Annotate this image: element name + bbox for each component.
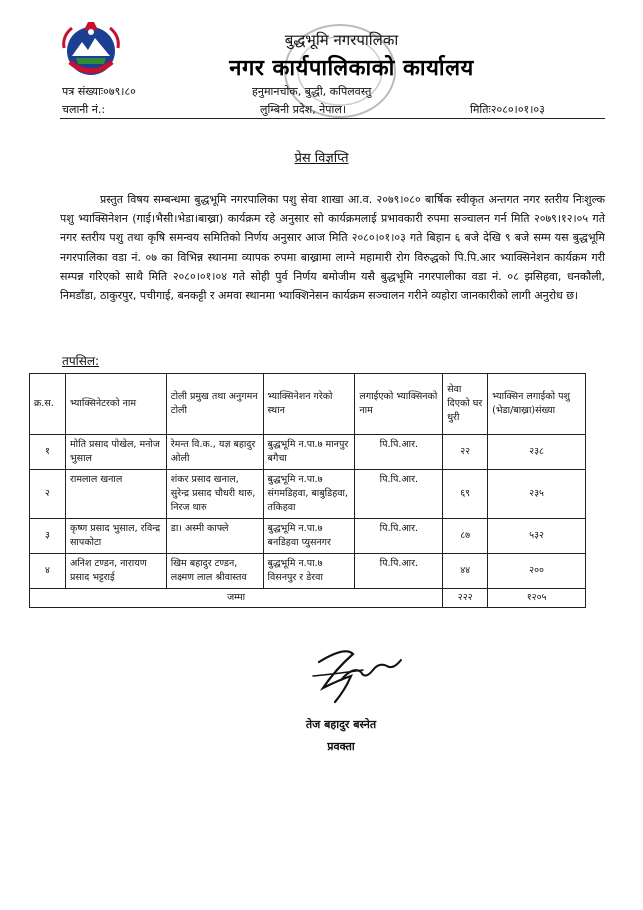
dispatch-number: चलानी नं.:: [62, 103, 106, 116]
animals-cell: ५३२: [488, 519, 586, 554]
serial-cell: २: [30, 470, 66, 519]
households-cell: ६९: [443, 470, 488, 519]
signature: [305, 640, 405, 710]
table-row: [30, 435, 586, 470]
animals-cell: २३८: [488, 435, 586, 470]
serial-cell: ४: [30, 554, 66, 589]
households-cell: ४४: [443, 554, 488, 589]
press-release-body: प्रस्तुत विषय सम्बन्धमा बुद्धभूमि नगरपालिका पशु सेवा शाखा आ.व. २०७९।०८० बार्षिक स्वीकृत अन्तगत नगर स्तरीय निःशुल्क पशु भ्याक्सिनेशन (गाई।भैसी।भेडा।बाख्रा) कार्यक्रम रहे अनुसार सो कार्यक्रमलाई प्रभावकारी रुपमा सञ्चालन गर्न मिति २०७९।१२।०५ गते नगर स्तरीय पशु तथा कृषि समन्वय समितिको निर्णय अनुसार आज मिति २०८०।०१।०३ गते बिहान ६ बजे देखि ९ बजे सम्म यस बुद्धभूमि नगरपालिका वडा नं. ०७ का विभिन्न स्थानमा व्यापक रुपमा बाख्रामा लाग्ने महामारी रोग विरुद्धको पि.पि.आर भ्याक्सिनेशन कार्यक्रम गरी सम्पन्न गरिएको साथै मिति २०८०।०१।०४ गते सोही पुर्व निर्णय बमोजीम यसै बुद्धभूमि नगरपालीका वडा नं. ०८ झसिहवा, धनकौली, निमडाँडा, ठाकुरपुर, पचीगाई, बनकट्टी र अमवा स्थानमा भ्याक्शिनेसन कार्यक्रम सञ्चालन गरीने व्यहोरा जानकारीको लागी अनुरोध छ।: [60, 193, 605, 303]
table-total-row: [30, 589, 586, 608]
municipality-name: बुद्धभूमि नगरपालिका: [284, 31, 399, 49]
team-cell: रेमन्त वि.क., यज्ञ बहादुर ओली: [166, 435, 263, 470]
serial-cell: १: [30, 435, 66, 470]
place-cell: बुद्धभूमि न.पा.७ विसनपुर र डेरवा: [263, 554, 355, 589]
total-animals-cell: १२०५: [488, 589, 586, 608]
signer-block: [276, 714, 406, 758]
team-cell: खिम बहादुर टण्डन, लक्ष्मण लाल श्रीवास्तव: [166, 554, 263, 589]
header-cell: भ्याक्सिन लगाईको पशु (भेडा/बाख्रा)संख्या: [488, 374, 586, 435]
document-title-text: प्रेस विज्ञप्ति: [294, 151, 349, 166]
details-label: तपसिल:: [62, 354, 100, 368]
vaccination-table: [29, 373, 586, 608]
table-row: [30, 470, 586, 519]
vaccinator-cell: रामलाल खनाल: [65, 470, 166, 519]
header-cell: लगाईएको भ्याक्सिनको नाम: [355, 374, 443, 435]
households-cell: २२: [443, 435, 488, 470]
households-cell: ८७: [443, 519, 488, 554]
header-cell: भ्याक्सिनेटरको नाम: [65, 374, 166, 435]
document-title: [0, 148, 643, 166]
team-cell: डा। अस्मी काफ्ले: [166, 519, 263, 554]
letter-date: मितिः२०८०।०१।०३: [470, 103, 545, 116]
header-cell: क्र.स.: [30, 374, 66, 435]
vaccinator-cell: मोति प्रसाद पोखेल, मनोज भुसाल: [65, 435, 166, 470]
animals-cell: २३५: [488, 470, 586, 519]
vaccinator-cell: कृष्ण प्रसाद भुसाल, रविन्द्र सापकोटा: [65, 519, 166, 554]
table-row: [30, 554, 586, 589]
header-cell: टोली प्रमुख तथा अनुगमन टोली: [166, 374, 263, 435]
address-line-1: हनुमानचोक, बुद्धी, कपिलवस्तु: [252, 85, 372, 98]
vaccine-cell: पि.पि.आर.: [355, 470, 443, 519]
vaccine-cell: पि.पि.आर.: [355, 435, 443, 470]
place-cell: बुद्धभूमि न.पा.७ मानपुर बगैचा: [263, 435, 355, 470]
total-label-cell: जम्मा: [30, 589, 443, 608]
letter-number: पत्र संख्याः०७९।८०: [62, 85, 136, 98]
table-row: [30, 519, 586, 554]
vaccine-cell: पि.पि.आर.: [355, 519, 443, 554]
team-cell: शंकर प्रसाद खनाल, सुरेन्द्र प्रसाद चौधरी थारु, निरज थारु: [166, 470, 263, 519]
table-header-row: [30, 374, 586, 435]
signer-designation: प्रवक्ता: [327, 740, 355, 753]
header-cell: भ्याक्सिनेशन गरेको स्थान: [263, 374, 355, 435]
serial-cell: ३: [30, 519, 66, 554]
total-households-cell: २२२: [443, 589, 488, 608]
animals-cell: २००: [488, 554, 586, 589]
header-cell: सेवा दिएको घर धुरी: [443, 374, 488, 435]
place-cell: बुद्धभूमि न.पा.७ बनडिहवा प्युसनगर: [263, 519, 355, 554]
vaccinator-cell: अनिश टण्डन, नारायण प्रसाद भट्टराई: [65, 554, 166, 589]
vaccine-cell: पि.पि.आर.: [355, 554, 443, 589]
address-line-2: लुम्बिनी प्रदेश, नेपाल।: [260, 103, 347, 116]
signer-name: तेज बहादुर बस्नेत: [305, 718, 377, 731]
header-divider: [60, 118, 605, 119]
office-name: नगर कार्यपालिकाको कार्यालय: [229, 56, 474, 81]
place-cell: बुद्धभूमि न.पा.७ संगमडिहवा, बाबुडिहवा, तकिहवा: [263, 470, 355, 519]
